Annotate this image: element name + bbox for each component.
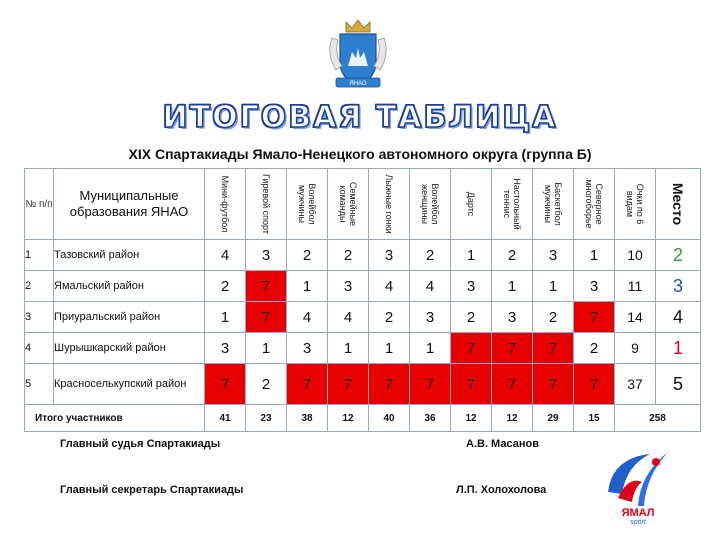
column-header-sport [451, 169, 492, 240]
score-cell: 7 [205, 364, 246, 405]
score-cell: 3 [410, 302, 451, 333]
chief-secretary-title: Главный секретарь Спартакиады [60, 484, 244, 496]
points-total-cell: 14 [615, 302, 656, 333]
row-number: 1 [25, 240, 54, 271]
column-header-sport [574, 169, 615, 240]
participants-cell: 38 [287, 405, 328, 432]
column-header-sport [328, 169, 369, 240]
participants-cell: 12 [328, 405, 369, 432]
yamal-sport-logo-icon [598, 448, 678, 526]
chief-judge-title: Главный судья Спартакиады [60, 438, 221, 450]
participants-row [25, 405, 701, 432]
table-row [25, 333, 701, 364]
row-number: 4 [25, 333, 54, 364]
place-cell: 1 [656, 333, 701, 364]
score-cell: 3 [287, 333, 328, 364]
score-cell: 7 [574, 302, 615, 333]
sport-label: Гиревой спорт [261, 174, 271, 234]
score-cell: 7 [246, 271, 287, 302]
table-row [25, 240, 701, 271]
score-cell: 3 [574, 271, 615, 302]
score-cell: 2 [451, 302, 492, 333]
banner-title: ИТОГОВАЯ ТАБЛИЦА [162, 100, 558, 135]
page-subtitle: XIX Спартакиады Ямало-Ненецкого автономного округа (группа Б) [128, 146, 592, 162]
row-number: 2 [25, 271, 54, 302]
score-cell: 3 [369, 240, 410, 271]
score-cell: 2 [205, 271, 246, 302]
score-cell: 1 [451, 240, 492, 271]
score-cell: 3 [533, 240, 574, 271]
participants-cell: 29 [533, 405, 574, 432]
score-cell: 7 [369, 364, 410, 405]
results-table [24, 168, 701, 432]
sport-label: Баскетбол мужчины [543, 182, 563, 226]
sport-label: Волейбол женщины [420, 183, 440, 225]
score-cell: 2 [492, 240, 533, 271]
score-cell: 1 [410, 333, 451, 364]
place-cell: 3 [656, 271, 701, 302]
score-cell: 2 [328, 240, 369, 271]
chief-secretary-name: Л.П. Холохолова [456, 484, 547, 496]
participants-total: 258 [615, 405, 701, 432]
column-header-points [615, 169, 656, 240]
participants-label: Итого участников [25, 405, 205, 432]
row-number: 5 [25, 364, 54, 405]
municipality-name: Шурышкарский район [54, 333, 205, 364]
sport-label: Волейбол мужчины [297, 183, 317, 225]
logo-subtext: sport [630, 519, 646, 526]
score-cell: 7 [451, 333, 492, 364]
sport-label: Мини-футбол [220, 175, 230, 233]
municipality-name: Приуральский район [54, 302, 205, 333]
score-cell: 1 [246, 333, 287, 364]
score-cell: 4 [410, 271, 451, 302]
column-header-sport [410, 169, 451, 240]
table-body [25, 240, 701, 432]
municipality-name: Тазовский район [54, 240, 205, 271]
chief-judge-name: А.В. Масанов [466, 438, 539, 450]
participants-cell: 41 [205, 405, 246, 432]
participants-cell: 12 [492, 405, 533, 432]
score-cell: 1 [287, 271, 328, 302]
score-cell: 1 [574, 240, 615, 271]
participants-cell: 36 [410, 405, 451, 432]
table-row [25, 364, 701, 405]
sport-label: Дартс [466, 191, 476, 217]
place-label: Место [670, 182, 686, 226]
score-cell: 3 [451, 271, 492, 302]
participants-cell: 15 [574, 405, 615, 432]
table-header-row [25, 169, 701, 240]
place-cell: 5 [656, 364, 701, 405]
municipality-name: Ямальский район [54, 271, 205, 302]
score-cell: 7 [451, 364, 492, 405]
points-total-cell: 10 [615, 240, 656, 271]
score-cell: 1 [533, 271, 574, 302]
municipality-name: Красноселькупский район [54, 364, 205, 405]
score-cell: 1 [492, 271, 533, 302]
score-cell: 1 [205, 302, 246, 333]
score-cell: 3 [492, 302, 533, 333]
row-number: 3 [25, 302, 54, 333]
score-cell: 1 [369, 333, 410, 364]
column-header-municipality: Муниципальные образования ЯНАО [54, 169, 205, 240]
sport-label: Настольный теннис [502, 178, 522, 230]
score-cell: 3 [328, 271, 369, 302]
score-cell: 4 [205, 240, 246, 271]
column-header-number: № п/п [25, 169, 54, 240]
score-cell: 7 [328, 364, 369, 405]
score-cell: 7 [410, 364, 451, 405]
logo-text: ЯМАЛ [621, 507, 655, 519]
participants-cell: 40 [369, 405, 410, 432]
participants-cell: 12 [451, 405, 492, 432]
yamal-coat-of-arms-icon [318, 14, 398, 94]
score-cell: 7 [533, 364, 574, 405]
column-header-sport [492, 169, 533, 240]
score-cell: 7 [492, 364, 533, 405]
points-total-cell: 37 [615, 364, 656, 405]
column-header-sport [246, 169, 287, 240]
place-cell: 2 [656, 240, 701, 271]
column-header-place [656, 169, 701, 240]
score-cell: 2 [533, 302, 574, 333]
score-cell: 7 [533, 333, 574, 364]
column-header-sport [205, 169, 246, 240]
emblem-ribbon-text: ЯНАО [349, 81, 367, 87]
participants-cell: 23 [246, 405, 287, 432]
column-header-sport [369, 169, 410, 240]
score-cell: 4 [328, 302, 369, 333]
score-cell: 3 [246, 240, 287, 271]
score-cell: 7 [246, 302, 287, 333]
score-cell: 4 [287, 302, 328, 333]
score-cell: 2 [369, 302, 410, 333]
column-header-sport [287, 169, 328, 240]
score-cell: 2 [287, 240, 328, 271]
score-cell: 2 [246, 364, 287, 405]
points-label: Очки по 6 видам [625, 183, 645, 225]
score-cell: 7 [574, 364, 615, 405]
points-total-cell: 9 [615, 333, 656, 364]
score-cell: 4 [369, 271, 410, 302]
place-cell: 4 [656, 302, 701, 333]
score-cell: 2 [410, 240, 451, 271]
sport-label: Лыжные гонки [384, 174, 394, 234]
column-header-sport [533, 169, 574, 240]
score-cell: 3 [205, 333, 246, 364]
sport-label: Семейные команды [338, 181, 358, 227]
points-total-cell: 11 [615, 271, 656, 302]
score-cell: 7 [492, 333, 533, 364]
score-cell: 7 [287, 364, 328, 405]
sport-label: Северное многоборье [584, 179, 604, 229]
score-cell: 2 [574, 333, 615, 364]
table-row [25, 302, 701, 333]
table-row [25, 271, 701, 302]
score-cell: 1 [328, 333, 369, 364]
